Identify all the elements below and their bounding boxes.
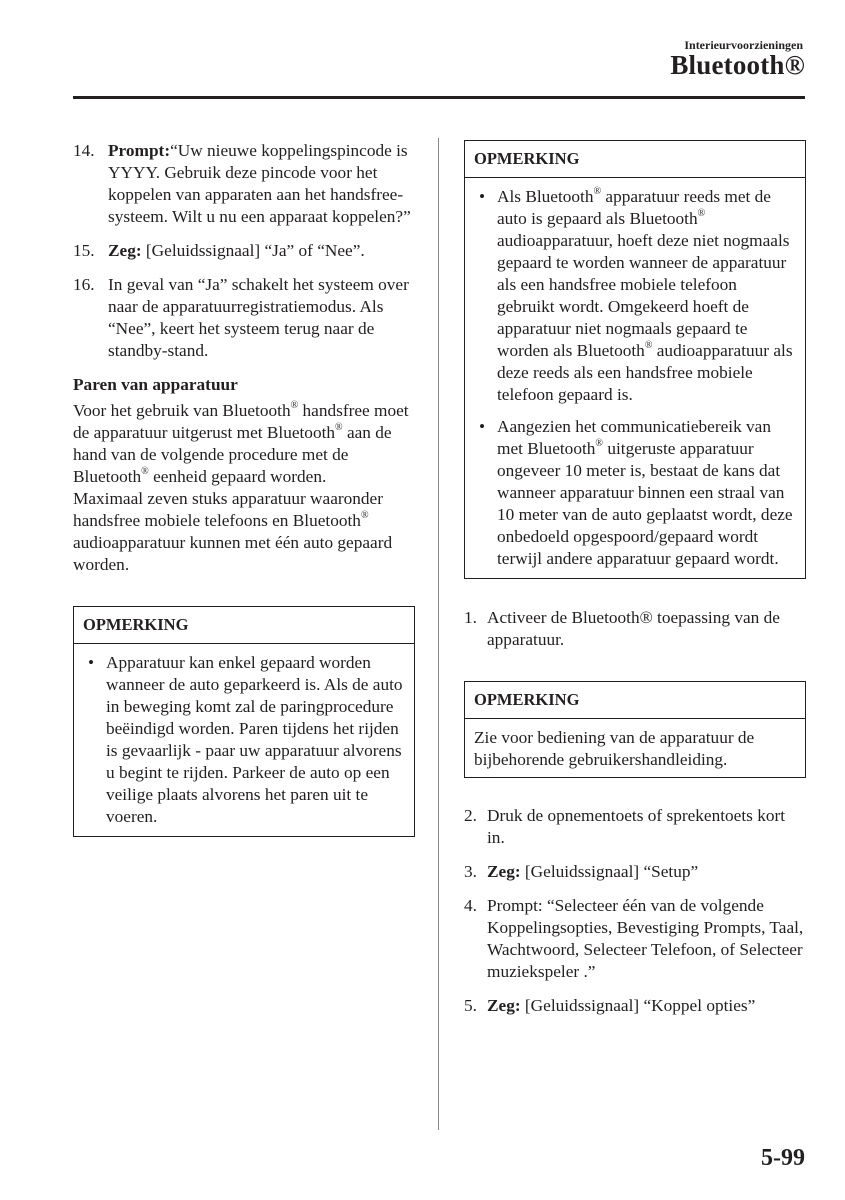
step-text: Druk de opnementoets of sprekentoets kort in.: [487, 806, 786, 847]
step-text: In geval van “Ja” schakelt het systeem over naar de apparatuurregistratiemodus. Als “Nee”, keert het systeem terug naar de standby-stand.: [108, 275, 409, 360]
step-label: Zeg:: [487, 862, 521, 881]
step-label: Prompt:: [108, 141, 171, 160]
section-header: Interieurvoorzieningen: [684, 38, 803, 52]
step-4: [464, 895, 806, 983]
step-label: Zeg:: [108, 241, 142, 260]
step-text: [Geluidssignaal] “Setup”: [520, 862, 699, 881]
registered-mark: ®: [360, 510, 369, 522]
registered-mark: ®: [644, 340, 653, 352]
bullet-icon: •: [88, 653, 95, 672]
note-box-parking: [73, 606, 415, 837]
paragraph-max-devices: Maximaal zeven stuks apparatuur waaronder handsfree mobiele telefoons en Bluetooth® audioapparatuur kunnen met één auto gepaard worden.: [73, 489, 393, 574]
note-box-bluetooth: [464, 140, 806, 579]
step-number: 2.: [464, 806, 477, 825]
step-2: [464, 805, 806, 849]
step-number: 5.: [464, 996, 477, 1015]
step-number: 1.: [464, 608, 477, 627]
left-column: [73, 140, 415, 837]
step-1: [464, 607, 806, 651]
registered-mark: ®: [595, 438, 604, 450]
header-divider: [73, 96, 805, 99]
step-number: 3.: [464, 862, 477, 881]
note-bullet: • Aangezien het communicatiebereik van met Bluetooth® uitgeruste apparatuur ongeveer 10 meter is, bestaat de kans dat wanneer apparatuur binnen een straal van 10 meter van de auto geplaatst wordt, deze onbedoeld opgespoord/gepaard wordt terwijl andere apparatuur gepaard wordt.: [479, 417, 793, 568]
registered-mark: ®: [335, 422, 343, 434]
step-text: “Uw nieuwe koppelingspincode is YYYY. Gebruik deze pincode voor het koppelen van apparaten aan het handsfree-systeem. Wilt u nu een apparaat koppelen?”: [108, 141, 411, 226]
step-number: 16.: [73, 275, 95, 294]
step-text: Prompt: “Selecteer één van de volgende Koppelingsopties, Bevestiging Prompts, Taal, Wachtwoord, Selecteer Telefoon, of Selecteer muziekspeler .”: [487, 896, 804, 981]
note-body: [465, 178, 805, 578]
page-number: 5-99: [761, 1145, 805, 1171]
note-bullet: • Apparatuur kan enkel gepaard worden wanneer de auto geparkeerd is. Als de auto in beweging komt zal de paringprocedure beëindigd worden. Paren tijdens het rijden is gevaarlijk - paar uw apparatuur alvorens u begint te rijden. Parkeer de auto op een veilige plaats alvorens het paren uit te voeren.: [88, 653, 403, 826]
right-column: [464, 140, 806, 1029]
step-5: [464, 995, 806, 1017]
note-heading: OPMERKING: [465, 141, 805, 178]
column-divider: [438, 138, 439, 1130]
step-text: Activeer de Bluetooth® toepassing van de apparatuur.: [487, 608, 780, 649]
step-text: [Geluidssignaal] “Ja” of “Nee”.: [141, 241, 365, 260]
note-heading: OPMERKING: [465, 682, 805, 719]
bullet-icon: •: [479, 187, 486, 206]
step-16: [73, 274, 415, 362]
page-title: Bluetooth®: [670, 50, 805, 80]
step-14: [73, 140, 415, 228]
step-number: 4.: [464, 896, 477, 915]
registered-mark: ®: [593, 186, 602, 198]
note-box-manual: [464, 681, 806, 778]
step-label: Zeg:: [487, 996, 521, 1015]
registered-mark: ®: [290, 400, 299, 412]
note-heading: OPMERKING: [74, 607, 414, 644]
step-3: [464, 861, 806, 883]
step-number: 15.: [73, 241, 95, 260]
bullet-icon: •: [479, 417, 486, 436]
step-15: [73, 240, 415, 262]
step-number: 14.: [73, 141, 95, 160]
paragraph-pairing-intro: Voor het gebruik van Bluetooth® handsfree moet de apparatuur uitgerust met Bluetooth® aan de hand van de volgende procedure met de Bluetooth® eenheid gepaard worden.: [73, 400, 409, 486]
subheading-pairing: Paren van apparatuur: [73, 375, 238, 394]
note-body: Zie voor bediening van de apparatuur de bijbehorende gebruikershandleiding.: [474, 728, 755, 769]
registered-mark: ®: [141, 466, 149, 478]
note-bullet: • Als Bluetooth® apparatuur reeds met de auto is gepaard als Bluetooth® audioapparatuur, hoeft deze niet nogmaals gepaard te worden wanneer de apparatuur als een handsfree mobiele telefoon gebruikt wordt. Omgekeerd hoeft de apparatuur niet nogmaals gepaard te worden als Bluetooth® audioapparatuur als deze reeds als een handsfree mobiele telefoon gepaard is.: [479, 186, 793, 404]
registered-mark: ®: [697, 208, 706, 220]
step-text: [Geluidssignaal] “Koppel opties”: [520, 996, 756, 1015]
note-body: [74, 644, 414, 836]
